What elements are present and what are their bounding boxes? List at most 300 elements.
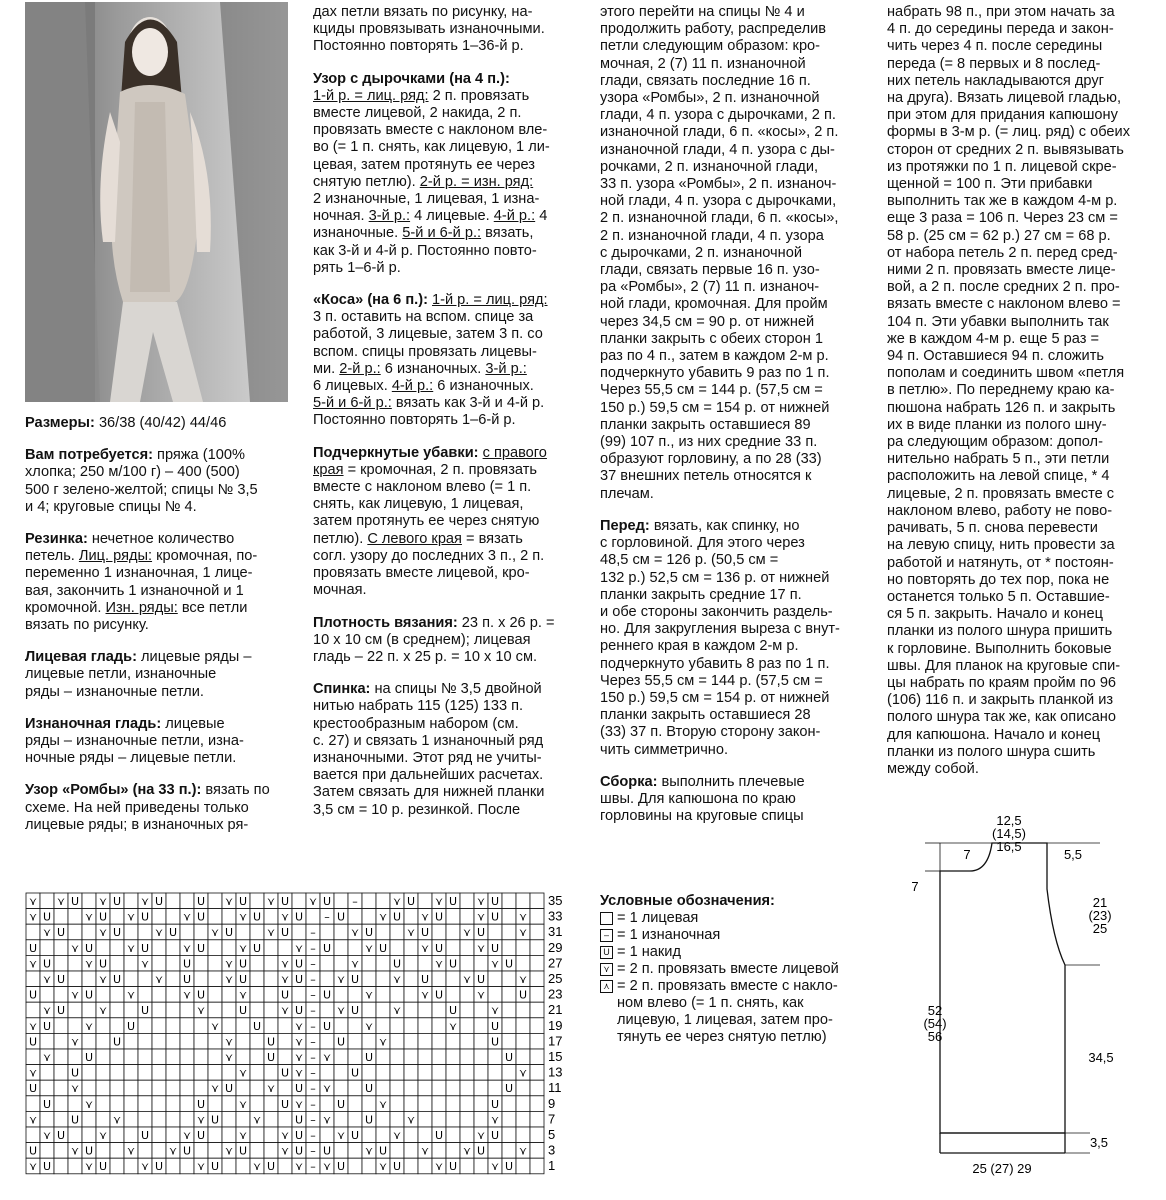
k2tog-icon: ⋎ (224, 1144, 234, 1158)
text-line (313, 496, 578, 513)
chart-cell (152, 1049, 166, 1065)
k2tog-icon: ⋎ (238, 1129, 248, 1142)
yarnover-icon: U (210, 1113, 220, 1127)
legend-title: Условные обозначения: (600, 893, 775, 909)
row-label: края (313, 461, 344, 478)
yarnover-icon: U (224, 1082, 234, 1096)
chart-cell (250, 1065, 264, 1081)
text-line (600, 124, 865, 141)
yarnover-icon: U (322, 941, 332, 955)
yarnover-icon: U (56, 926, 66, 940)
chart-cell (166, 987, 180, 1003)
yarnover-icon: U (266, 1035, 276, 1049)
yarnover-icon: U (168, 926, 178, 940)
text-line (600, 159, 865, 176)
chart-cell (138, 1065, 152, 1081)
row-label: 4-й р.: (493, 208, 536, 225)
text-run: 94 п. Оставшиеся 94 п. сложить (887, 348, 1104, 365)
section-heading: Размеры: (25, 415, 95, 431)
yarnover-icon: U (294, 973, 304, 986)
text-line (600, 228, 865, 245)
chart-cell (474, 1018, 488, 1034)
chart-cell (110, 1080, 124, 1096)
purl-icon: – (310, 1082, 316, 1096)
chart-cell (250, 1127, 264, 1143)
text-line (600, 56, 865, 73)
chart-cell (306, 909, 320, 925)
k2tog-icon: ⋎ (518, 910, 528, 924)
chart-cell (516, 1080, 530, 1096)
text-run: продолжить работу, распределив (600, 21, 826, 38)
text-line (887, 124, 1152, 141)
chart-cell (208, 971, 222, 987)
chart-cell (348, 1143, 362, 1159)
text-run: горловины на круговые спицы (600, 808, 804, 825)
k2tog-icon: ⋎ (280, 910, 290, 924)
chart-cell (278, 1111, 292, 1127)
text-run: же в каждом 4-м р. еще 5 раз = (887, 330, 1099, 347)
text-line (313, 292, 578, 309)
chart-cell (362, 955, 376, 971)
chart-cell (152, 1065, 166, 1081)
yarnover-icon: U (322, 1144, 332, 1158)
text-line (313, 513, 578, 530)
text-line (600, 791, 865, 808)
text-run: на левую спицу, нить провести за (887, 537, 1115, 554)
chart-cell (348, 909, 362, 925)
chart-cell (110, 909, 124, 925)
yarnover-icon: U (280, 988, 290, 1002)
row-label: 3-й р.: (368, 208, 411, 225)
text-line (600, 348, 865, 365)
chart-cell (530, 924, 544, 940)
chart-cell (166, 955, 180, 971)
k2tog-icon: ⋎ (336, 1004, 346, 1018)
text-line (600, 621, 865, 638)
chart-cell (502, 1018, 516, 1034)
row-label: С левого края (367, 530, 462, 547)
purl-icon: – (310, 1004, 316, 1018)
chart-cell (264, 1002, 278, 1018)
text-run: как 3-й и 4-й р. Постоянно повто- (313, 242, 537, 259)
chart-cell (208, 955, 222, 971)
yarnover-icon: U (280, 1066, 290, 1080)
chart-row-number: 33 (548, 908, 563, 924)
text-line (600, 673, 865, 690)
chart-cell (530, 909, 544, 925)
text-run: лицевые ряды – (136, 649, 252, 666)
chart-row-number: 9 (548, 1095, 556, 1111)
text-line (887, 555, 1152, 572)
k2tog-icon: ⋎ (476, 895, 486, 908)
text-run: мочная, 2 (7) 11 п. изнаночной (600, 55, 806, 72)
chart-cell (376, 1127, 390, 1143)
chart-cell (166, 1018, 180, 1034)
k2tog-icon: ⋎ (322, 1082, 332, 1096)
k2tog-icon: ⋎ (210, 1019, 220, 1033)
yarnover-icon: U (448, 1160, 458, 1174)
chart-cell (404, 1143, 418, 1159)
chart-cell (404, 1002, 418, 1018)
chart-cell (278, 1018, 292, 1034)
chart-cell (474, 1065, 488, 1081)
chart-cell (278, 1033, 292, 1049)
k2tog-icon: ⋎ (490, 1004, 500, 1018)
chart-cell (418, 1049, 432, 1065)
yarnover-icon: U (364, 1082, 374, 1096)
row-label: 4-й р.: (391, 378, 434, 395)
yarnover-icon: U (140, 1004, 150, 1018)
chart-cell (530, 1096, 544, 1112)
chart-cell (264, 940, 278, 956)
text-line (600, 486, 865, 503)
purl-icon: – (310, 1129, 316, 1142)
text-run: образуют горловину, а по 28 (33) (600, 451, 822, 468)
paragraph (600, 774, 865, 826)
yarnover-icon: U (434, 1129, 444, 1142)
yarnover-icon: U (350, 1004, 360, 1018)
chart-cell (180, 1080, 194, 1096)
paragraph (313, 615, 578, 667)
text-run: затем протянуть ее через снятую (313, 513, 540, 530)
yarnover-icon: U (238, 957, 248, 971)
text-run: ной глади, 4 п. узора с дырочками, (600, 193, 837, 210)
section-heading: Узор с дырочками (на 4 п.): (313, 70, 510, 87)
chart-cell (222, 1111, 236, 1127)
text-line (887, 228, 1152, 245)
yarnover-icon: U (252, 1019, 262, 1033)
chart-cell (110, 1002, 124, 1018)
chart-cell (446, 940, 460, 956)
k2tog-icon: ⋎ (56, 895, 66, 908)
chart-cell (362, 1065, 376, 1081)
k2tog-icon: ⋎ (126, 941, 136, 955)
chart-cell (180, 1049, 194, 1065)
text-line (887, 692, 1152, 709)
chart-cell (418, 1111, 432, 1127)
text-run: реннего края в каждом 2-м р. (600, 638, 799, 655)
chart-cell (250, 1033, 264, 1049)
k2tog-icon: ⋎ (294, 1035, 304, 1049)
chart-cell (138, 924, 152, 940)
column-4 (887, 4, 1152, 778)
text-run: 58 р. (25 см = 62 р.) 27 см = 68 р. (887, 227, 1111, 244)
chart-cell (460, 893, 474, 909)
text-line (600, 331, 865, 348)
chart-cell (502, 1096, 516, 1112)
text-line (887, 245, 1152, 262)
ssk-symbol-icon: ⋏ (600, 980, 613, 993)
text-line (600, 400, 865, 417)
chart-cell (516, 940, 530, 956)
text-line (313, 88, 578, 105)
chart-cell (460, 1002, 474, 1018)
text-line (25, 482, 288, 499)
chart-cell (320, 1096, 334, 1112)
chart-cell (530, 1127, 544, 1143)
yarnover-icon: U (196, 1129, 206, 1142)
yarnover-icon: U (42, 910, 52, 924)
paragraph (313, 445, 578, 600)
chart-cell (236, 1158, 250, 1174)
text-line (887, 21, 1152, 38)
chart-cell (124, 955, 138, 971)
text-run: узора «Ромбы», 2 п. изнаночной (600, 90, 820, 107)
k2tog-icon: ⋎ (238, 910, 248, 924)
chart-cell (236, 1080, 250, 1096)
k2tog-icon: ⋎ (490, 1160, 500, 1174)
chart-cell (432, 1002, 446, 1018)
chart-grid (26, 893, 544, 1174)
chart-cell (460, 1127, 474, 1143)
k2tog-icon: ⋎ (322, 1113, 332, 1127)
chart-cell (26, 971, 40, 987)
k2tog-icon: ⋎ (126, 988, 136, 1002)
chart-cell (446, 971, 460, 987)
chart-cell (208, 1065, 222, 1081)
yarnover-icon: U (322, 1019, 332, 1033)
chart-cell (96, 1065, 110, 1081)
chart-cell (404, 1033, 418, 1049)
k2tog-icon: ⋎ (280, 1129, 290, 1142)
chart-row-number: 7 (548, 1111, 556, 1127)
dim-neck-depth: 7 (911, 879, 919, 894)
text-line (887, 434, 1152, 451)
text-run: снятую петлю). (313, 173, 420, 190)
yarnover-icon: U (294, 1144, 304, 1158)
chart-cell (376, 1111, 390, 1127)
chart-cell (68, 924, 82, 940)
chart-cell (110, 940, 124, 956)
text-line (887, 589, 1152, 606)
chart-cell (26, 1002, 40, 1018)
yarnover-icon: U (294, 1129, 304, 1142)
row-label: Изн. ряды: (105, 599, 178, 616)
chart-cell (278, 940, 292, 956)
text-line (887, 675, 1152, 692)
yarnover-icon: U (28, 1144, 38, 1158)
text-run: Постоянно повторять 1–6-й р. (313, 412, 516, 429)
chart-cell (348, 1111, 362, 1127)
yarnover-icon: U (350, 973, 360, 986)
k2tog-icon: ⋎ (224, 1035, 234, 1049)
chart-cell (516, 1158, 530, 1174)
text-line (313, 157, 578, 174)
k2tog-icon: ⋎ (434, 957, 444, 971)
chart-cell (222, 1002, 236, 1018)
text-run: ра следующим образом: допол- (887, 434, 1103, 451)
text-line (600, 245, 865, 262)
chart-cell (110, 1143, 124, 1159)
text-run: глади, связать последние 16 п. (600, 72, 811, 89)
yarnover-icon: U (490, 1097, 500, 1111)
text-line (313, 632, 578, 649)
chart-cell (96, 987, 110, 1003)
text-run: рять 1–6-й р. (313, 259, 401, 276)
chart-cell (180, 1158, 194, 1174)
chart-cell (404, 1080, 418, 1096)
photo-illustration (25, 2, 288, 402)
chart-cell (530, 1033, 544, 1049)
text-line (887, 468, 1152, 485)
k2tog-icon: ⋎ (266, 1082, 276, 1096)
chart-cell (96, 1049, 110, 1065)
text-line (600, 210, 865, 227)
text-line (313, 750, 578, 767)
text-line (887, 296, 1152, 313)
chart-cell (334, 940, 348, 956)
k2tog-icon: ⋎ (518, 1144, 528, 1158)
paragraph (25, 531, 288, 634)
text-run: все петли (177, 599, 248, 616)
yarnover-icon: U (294, 1082, 304, 1096)
chart-cell (194, 1033, 208, 1049)
k2tog-icon: ⋎ (98, 1129, 108, 1142)
chart-cell (194, 1018, 208, 1034)
chart-cell (362, 1158, 376, 1174)
chart-cell (404, 940, 418, 956)
chart-row-number: 19 (548, 1017, 563, 1033)
chart-cell (292, 893, 306, 909)
yarnover-icon: U (126, 1019, 136, 1033)
k2tog-icon: ⋎ (98, 973, 108, 986)
text-line (25, 666, 288, 683)
text-line (887, 503, 1152, 520)
chart-cell (54, 1158, 68, 1174)
k2tog-icon: ⋎ (168, 1144, 178, 1158)
chart-cell (376, 1049, 390, 1065)
text-line (313, 479, 578, 496)
chart-row-number: 25 (548, 971, 563, 986)
k2tog-icon: ⋎ (420, 1144, 430, 1158)
row-label: 5-й и 6-й р.: (313, 395, 392, 412)
paragraph (25, 782, 288, 834)
chart-cell (166, 940, 180, 956)
chart-cell (446, 1065, 460, 1081)
chart-cell (460, 1158, 474, 1174)
chart-cell (446, 1143, 460, 1159)
text-run: цевая, затем протянуть ее через (313, 156, 535, 173)
k2tog-icon: ⋎ (420, 941, 430, 955)
text-line (600, 365, 865, 382)
chart-cell (502, 893, 516, 909)
chart-cell (264, 1111, 278, 1127)
chart-cell (166, 1033, 180, 1049)
text-run: петли следующим образом: кро- (600, 38, 821, 55)
section-heading: Вам потребуется: (25, 447, 153, 464)
chart-cell (222, 1096, 236, 1112)
text-run: 4 (535, 208, 548, 225)
text-run: сторон от средних 2 п. вывязывать (887, 141, 1124, 158)
chart-cell (250, 987, 264, 1003)
k2tog-icon: ⋎ (420, 910, 430, 924)
yarnover-icon: U (434, 910, 444, 924)
chart-cell (264, 955, 278, 971)
yarnover-icon: U (490, 941, 500, 955)
text-run: расположить на левой спице, * 4 (887, 468, 1110, 485)
text-run: вязать вместе с наклоном влево = (887, 296, 1121, 313)
chart-cell (40, 987, 54, 1003)
chart-cell (152, 1096, 166, 1112)
yarnover-icon: U (196, 988, 206, 1002)
text-line (600, 142, 865, 159)
chart-cell (138, 1111, 152, 1127)
text-run: но повторять до тех пор, пока не (887, 571, 1110, 588)
yarnover-icon: U (238, 1004, 248, 1018)
yarnover-icon: U (84, 941, 94, 955)
text-line (313, 681, 578, 698)
section-heading: «Коса» (на 6 п.): (313, 292, 428, 309)
chart-cell (404, 1018, 418, 1034)
text-line (887, 193, 1152, 210)
k2tog-icon: ⋎ (196, 1113, 206, 1127)
chart-cell (208, 1096, 222, 1112)
text-line (25, 565, 288, 582)
yarnover-icon: U (140, 910, 150, 924)
k2tog-icon: ⋎ (42, 1004, 52, 1018)
yarnover-icon: U (84, 1051, 94, 1064)
chart-cell (82, 1127, 96, 1143)
text-run: рочками, 2 п. изнаночной глади, (600, 158, 819, 175)
chart-cell (138, 1049, 152, 1065)
text-line (313, 548, 578, 565)
yarnover-icon: U (490, 895, 500, 908)
yarnover-icon: U (448, 1004, 458, 1018)
text-line (600, 742, 865, 759)
text-line (600, 707, 865, 724)
yarnover-icon: U (196, 910, 206, 924)
chart-cell (292, 987, 306, 1003)
text-run: их в виде планки из полого шну- (887, 416, 1107, 433)
chart-cell (54, 1049, 68, 1065)
text-run: хлопка; 250 м/100 г) – 400 (500) (25, 464, 240, 481)
k2tog-icon: ⋎ (42, 926, 52, 940)
text-run: пополам и соединить швом «петля (887, 365, 1125, 382)
chart-cell (208, 1002, 222, 1018)
yarnover-icon: U (28, 988, 38, 1002)
chart-cell (460, 1111, 474, 1127)
text-run: вая, закончить 1 изнаночной и 1 (25, 582, 244, 599)
text-line (600, 604, 865, 621)
chart-row-number: 5 (548, 1127, 556, 1142)
chart-cell (180, 893, 194, 909)
chart-cell (124, 924, 138, 940)
k2tog-icon: ⋎ (84, 957, 94, 971)
yarnover-icon: U (322, 895, 332, 908)
chart-cell (404, 1158, 418, 1174)
k2tog-icon: ⋎ (224, 973, 234, 986)
chart-cell (446, 1049, 460, 1065)
text-line (887, 56, 1152, 73)
chart-cell (40, 1065, 54, 1081)
text-line (25, 600, 288, 617)
chart-cell (348, 987, 362, 1003)
chart-cell (516, 1002, 530, 1018)
text-run: работой, 3 лицевые, затем 3 п. со (313, 326, 543, 343)
k2tog-icon: ⋎ (84, 910, 94, 924)
section-heading: Лицевая гладь: (25, 649, 137, 666)
k2tog-icon: ⋎ (224, 895, 234, 908)
yarnover-icon: U (476, 973, 486, 986)
yarnover-icon: U (84, 988, 94, 1002)
row-label: с правого (482, 444, 547, 461)
text-line (313, 733, 578, 750)
text-run: вязать по (201, 782, 270, 799)
chart-cell (236, 924, 250, 940)
chart-cell (110, 1158, 124, 1174)
purl-icon: – (310, 926, 316, 940)
k2tog-icon: ⋎ (322, 1051, 332, 1064)
